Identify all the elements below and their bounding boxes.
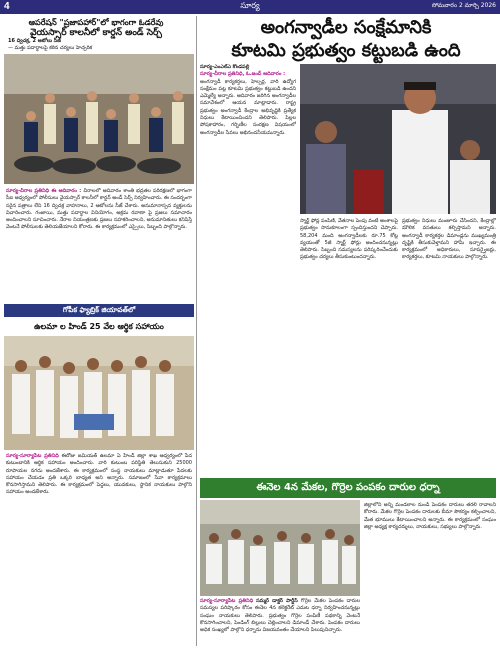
- story-b-col1: [200, 64, 296, 476]
- story-a-kicker: ఆపరేషన్ "ప్రజాపహార్"లో భాగంగా ఓడరేవు: [28, 18, 164, 27]
- story-c-photo: [4, 336, 194, 450]
- story-d-col2: [364, 502, 496, 646]
- story-d-col1: [200, 598, 360, 646]
- story-c-banner2: ఉలమా ల హిండ్ 25 వేల ఆర్థిక సహాయం: [34, 322, 164, 331]
- story-d-banner: ఈనెల 4న మేకల, గొర్రెల పంపకం దారుల ధర్నా: [200, 478, 496, 498]
- story-b-col2: [300, 218, 398, 476]
- story-c-text: ఈరోజు జమియత్ ఉలమా ఏ హిండ్ జిల్లా శాఖ ఆధ్వర్యంలో పేద కుటుంబానికి ఆర్థిక సహాయం అందించారు. వారి కుటుంబ పరిస్థితి తెలుసుకుని 25000 రూపాయల నగదు అందజేశారు. ఈ కార్యక్రమంలో సంస్థ నాయకులు మాట్లాడుతూ పేదలకు సహాయం చేయడం ప్రతి ఒక్కరి బాధ్యత అని అన్నారు. సమాజంలో సేవా కార్యక్రమాలు కొనసాగిస్తామని తెలిపారు. ఈ కార్యక్రమంలో పెద్దలు, యువకులు, స్థానిక నాయకులు పాల్గొని సహాయం అందజేశారు.: [6, 453, 192, 496]
- story-b-headline1: అంగన్వాడీల సంక్షేమానికి: [260, 17, 432, 38]
- masthead: [0, 0, 500, 14]
- story-d-byline: సూర్య-సూర్యాపేట ప్రతినిధి: [200, 598, 254, 604]
- story-a-sub2: — మత్తు పదార్థాలపై కఠిన చర్యలు హెచ్చరిక: [8, 45, 93, 51]
- story-d-photo: [200, 500, 360, 596]
- story-a-dateline: సూర్య-చీరాల ప్రతినిధి ఈ ఆదివారం :: [6, 188, 82, 194]
- story-d-col1-text: గొర్రెల మేకల పెంపకం దారుల సమస్యల పరిష్కారం కోసం ఈనెల 4న కలెక్టరేట్ ఎదుట ధర్నా నిర్వహించనున్నట్లు సంఘం నాయకులు తెలిపారు. ప్రభుత్వం గొర్రెల పంపిణీ పథకాన్ని వెంటనే కొనసాగించాలని, పెండింగ్ బిల్లులు చెల్లించాలని డిమాండ్ చేశారు. పెంపకం దారులు అధిక సంఖ్యలో పాల్గొని ధర్నాను విజయవంతం చేయాలని పిలుపునిచ్చారు.: [200, 598, 360, 634]
- story-b-headline2: కూటమి ప్రభుత్వం కట్టుబడి ఉంది: [231, 40, 461, 61]
- story-a-headline: వైయస్సార్ కాలనీలో కార్డన్ అండ్ సెర్చ్: [30, 28, 162, 38]
- story-b-byline: సూర్య-ఎంఎల్ఎ కొండపల్లి: [200, 64, 250, 70]
- paper-name: సూర్య: [240, 1, 260, 10]
- story-c-banner1: గోపీక ఫ్యాబ్రిక్ జియావత్‌లో: [4, 304, 194, 317]
- story-c-body: [6, 453, 192, 645]
- story-b-col2-text: స్మార్ట్ ఫోన్ల పంపిణీ, వేతనాల పెంపు వంటి అంశాలపై ప్రభుత్వం సానుకూలంగా స్పందిస్తుందని చెప్పారు. 58,204 మంది అంగన్వాడీలకు రూ.75 కోట్ల వ్యయంతో 5జీ స్మార్ట్ ఫోన్లు అందించనున్నట్లు తెలిపారు. సిబ్బంది సమస్యలను పరిష్కరించేందుకు ప్రభుత్వం చర్యలు తీసుకుంటుందన్నారు.: [300, 218, 398, 261]
- story-a-body: [6, 188, 192, 304]
- story-b-col1-text: అంగన్వాడీ కార్యకర్తలు, హెల్పర్ల, వారి ఉద్యోగ సంక్షేమం పట్ల కూటమి ప్రభుత్వం కట్టుబడి ఉందని ఎమ్మెల్యే అన్నారు. ఆదివారం జరిగిన అంగన్వాడీల సమావేశంలో ఆయన మాట్లాడారు. రాష్ట్ర ప్రభుత్వం అంగన్వాడీ కేంద్రాల అభివృద్ధికి ప్రత్యేక నిధులు కేటాయించిందని తెలిపారు. పిల్లల పోషకాహారం, గర్భిణీల సంరక్షణ విషయంలో అంగన్వాడీల సేవలు అభినందనీయమన్నారు.: [200, 78, 296, 136]
- page-number: 4: [4, 1, 10, 12]
- story-a-photo: [4, 54, 194, 184]
- story-b-col3-text: ప్రభుత్వం నిధులు మంజూరు చేసిందని, కేంద్రాల్లో మౌలిక వసతులు కల్పిస్తామని అన్నారు. అంగన్వాడీ కార్యకర్తల డిమాండ్లను ముఖ్యమంత్రి దృష్టికి తీసుకువెళ్తామని హామీ ఇచ్చారు. ఈ కార్యక్రమంలో అధికారులు, సూపర్వైజర్లు, కార్యకర్తలు, కూటమి నాయకులు పాల్గొన్నారు.: [402, 218, 496, 261]
- story-a-text: చీరాలలో ఆదివారం శాంతి భద్రతల పరిరక్షణలో భాగంగా సీఐ ఆధ్వర్యంలో పోలీసులు వైయస్సార్ కాలనీలో కార్డన్ అండ్ సెర్చ్ నిర్వహించారు. ఈ సందర్భంగా సరైన పత్రాలు లేని 16 ద్విచక్ర వాహనాలు, 2 ఆటోలను సీజ్ చేశారు. అనుమానాస్పద వ్యక్తులను విచారించారు. గంజాయి, మత్తు పదార్థాల వినియోగం, అక్రమ రవాణా పై ప్రజలు సమాచారం అందించాలని సూచించారు. నేరాల నియంత్రణకు ప్రజలు సహకరించాలని, అనుమానితులు కనిపిస్తే వెంటనే పోలీసులకు తెలియజేయాలని కోరారు. ఈ కార్యక్రమంలో ఎస్సైలు, సిబ్బంది పాల్గొన్నారు.: [6, 188, 192, 231]
- column-divider: [196, 16, 197, 646]
- story-b-col3: [402, 218, 496, 476]
- story-c-dateline: సూర్య-సూర్యాపేట ప్రతినిధి: [6, 453, 59, 459]
- story-d-sub: సమ్మర్ డాక్టర్ పార్టీస్: [256, 598, 298, 604]
- story-b-dateline: సూర్య-చీరాల ప్రతినిధి, ఓ.జంద్ ఆదివారం :: [200, 71, 286, 78]
- story-a-sub1: 16 ద్విచక్ర, 2 ఆటోలు సీజ్: [8, 38, 61, 44]
- issue-date: సోమవారం 2 మార్చి 2026: [431, 2, 496, 9]
- story-b-photo-main: [300, 64, 496, 214]
- story-d-col2-text: జిల్లాలోని అన్ని మండలాల నుండి పెంపకం దారులు తరలి రావాలని కోరారు. మేకల గొర్రెల పెంపకం దారులకు బీమా సౌకర్యం కల్పించాలని, మేత భూములు కేటాయించాలని అన్నారు. ఈ కార్యక్రమంలో సంఘం జిల్లా అధ్యక్ష కార్యదర్శులు, నాయకులు, సభ్యులు పాల్గొన్నారు.: [364, 502, 496, 530]
